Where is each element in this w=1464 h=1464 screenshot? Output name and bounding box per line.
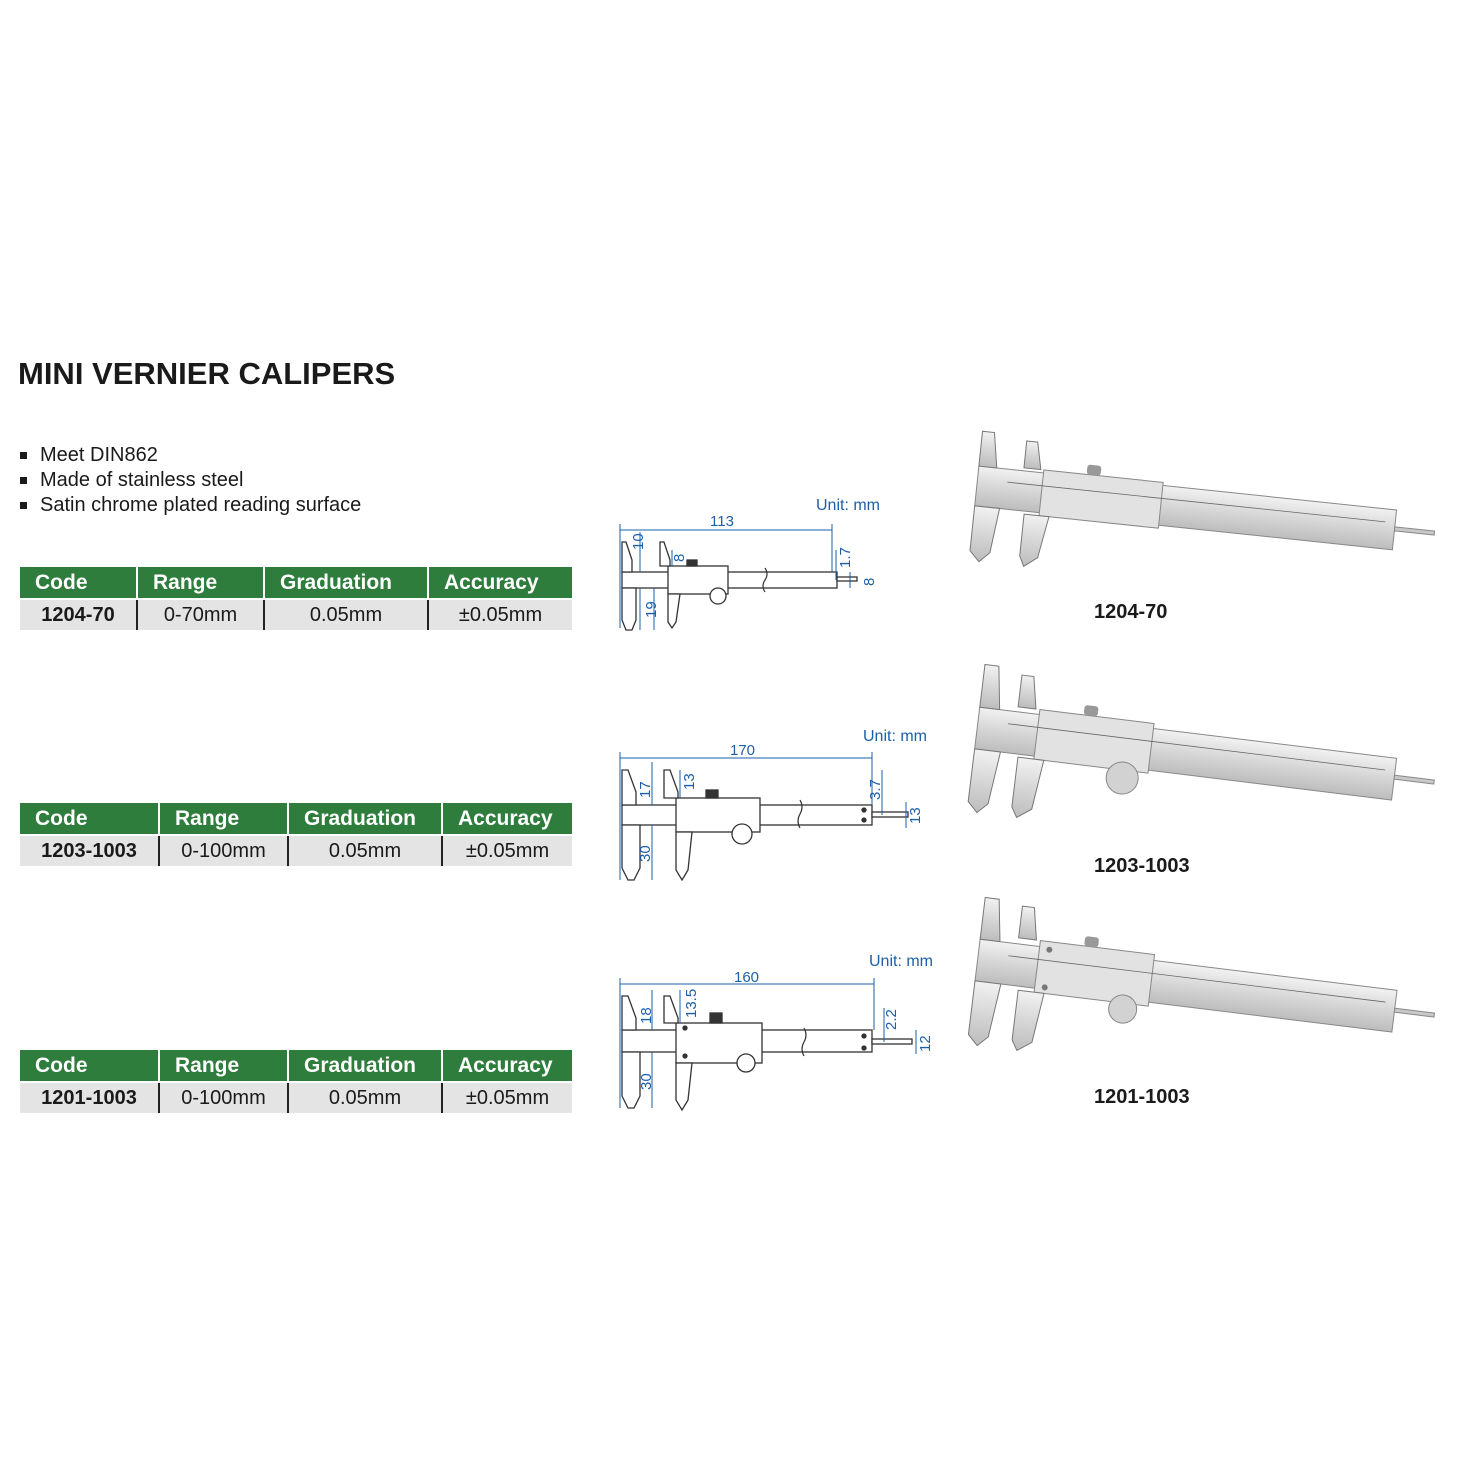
cell-code: 1204-70 (20, 599, 137, 630)
dim-length: 160 (734, 969, 760, 986)
header-code: Code (20, 567, 137, 599)
cell-accuracy: ±0.05mm (442, 1082, 572, 1113)
header-graduation: Graduation (264, 567, 428, 599)
dim-slider: 8 (671, 553, 688, 562)
header-code: Code (20, 803, 159, 835)
table-row (20, 1082, 572, 1113)
caliper-photo-1204-70 (965, 445, 1440, 595)
table-header-row (20, 1050, 572, 1082)
dim-lower-jaw: 30 (638, 1073, 655, 1090)
dim-length: 170 (730, 742, 756, 759)
cell-range: 0-100mm (159, 1082, 288, 1113)
unit-label: Unit: mm (863, 728, 927, 745)
dim-beam: 8 (861, 577, 878, 586)
header-range: Range (159, 803, 288, 835)
table-row (20, 599, 572, 630)
header-graduation: Graduation (288, 1050, 442, 1082)
cell-graduation: 0.05mm (288, 835, 442, 866)
dimension-drawing-1204-70 (610, 510, 890, 640)
header-code: Code (20, 1050, 159, 1082)
header-accuracy: Accuracy (442, 803, 572, 835)
dim-beam: 13 (907, 807, 924, 824)
table-header-row (20, 567, 572, 599)
feature-item: Satin chrome plated reading surface (20, 493, 361, 518)
cell-graduation: 0.05mm (288, 1082, 442, 1113)
dim-depth-rod: 3.7 (867, 779, 884, 800)
model-label: 1201-1003 (1094, 1086, 1190, 1108)
table-row (20, 835, 572, 866)
dim-lower-jaw: 30 (637, 845, 654, 862)
cell-accuracy: ±0.05mm (428, 599, 572, 630)
dim-depth-rod: 2.2 (883, 1009, 900, 1030)
feature-item: Meet DIN862 (20, 443, 361, 468)
table-header-row (20, 803, 572, 835)
dim-beam: 12 (917, 1035, 934, 1052)
dim-depth-rod: 1.7 (837, 547, 854, 568)
spec-table-1203-1003 (20, 803, 572, 866)
dimension-drawing-1203-1003 (610, 740, 940, 890)
cell-accuracy: ±0.05mm (442, 835, 572, 866)
spec-table-1204-70 (20, 567, 572, 630)
feature-list (20, 443, 361, 518)
dim-upper-jaw: 17 (637, 781, 654, 798)
dim-upper-jaw: 18 (638, 1007, 655, 1024)
feature-item: Made of stainless steel (20, 468, 361, 493)
dimension-drawing-1201-1003 (610, 968, 940, 1118)
model-label: 1203-1003 (1094, 855, 1190, 877)
cell-code: 1201-1003 (20, 1082, 159, 1113)
unit-label: Unit: mm (816, 497, 880, 514)
header-range: Range (159, 1050, 288, 1082)
cell-range: 0-100mm (159, 835, 288, 866)
model-label: 1204-70 (1094, 601, 1168, 623)
caliper-photo-1203-1003 (965, 680, 1440, 850)
unit-label: Unit: mm (869, 953, 933, 970)
header-accuracy: Accuracy (428, 567, 572, 599)
header-accuracy: Accuracy (442, 1050, 572, 1082)
header-range: Range (137, 567, 264, 599)
dim-upper-jaw: 10 (630, 533, 647, 550)
dim-slider: 13.5 (683, 988, 700, 1018)
header-graduation: Graduation (288, 803, 442, 835)
page-title: MINI VERNIER CALIPERS (18, 356, 396, 391)
cell-code: 1203-1003 (20, 835, 159, 866)
dim-length: 113 (710, 513, 734, 530)
caliper-photo-1201-1003 (965, 915, 1440, 1085)
cell-range: 0-70mm (137, 599, 264, 630)
cell-graduation: 0.05mm (264, 599, 428, 630)
dim-slider: 13 (681, 773, 698, 790)
spec-table-1201-1003 (20, 1050, 572, 1113)
dim-lower-jaw: 19 (643, 601, 660, 618)
